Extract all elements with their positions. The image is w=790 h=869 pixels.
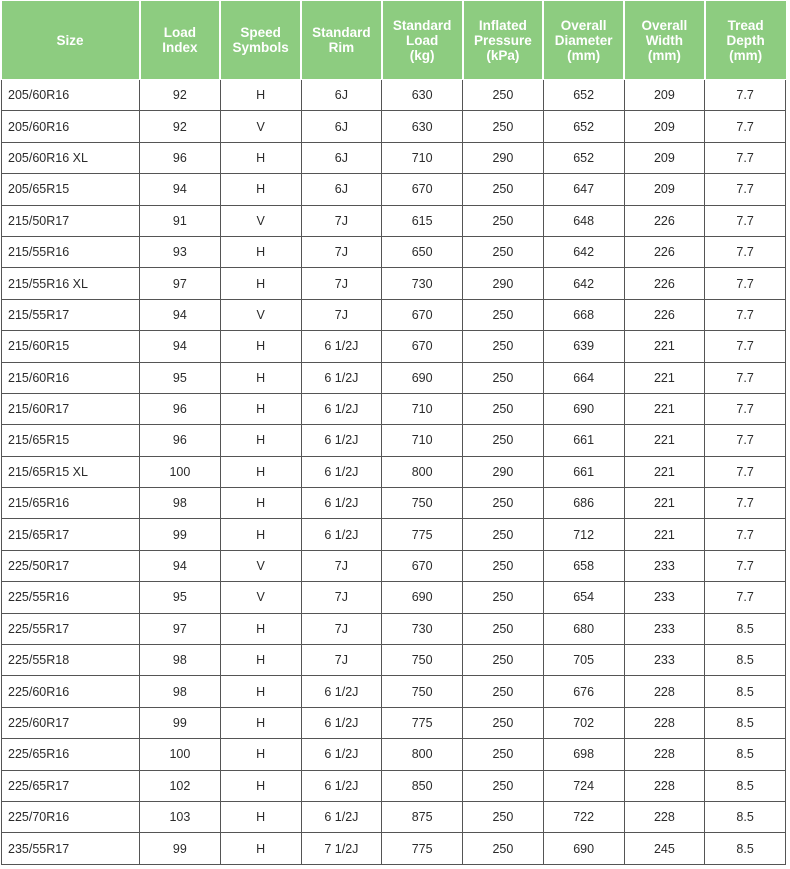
cell-overall-width: 226	[624, 205, 705, 236]
table-row	[2, 550, 786, 581]
cell-inflated-pressure: 250	[463, 299, 544, 330]
header-tread-depth: Tread Depth (mm)	[705, 1, 786, 80]
cell-size: 215/60R16	[2, 362, 140, 393]
cell-load-index: 100	[140, 739, 221, 770]
table-row	[2, 613, 786, 644]
table-row	[2, 833, 786, 864]
cell-overall-width: 221	[624, 362, 705, 393]
header-speed-symbols: Speed Symbols	[220, 1, 301, 80]
cell-inflated-pressure: 250	[463, 582, 544, 613]
cell-standard-rim: 7 1/2J	[301, 833, 382, 864]
cell-tread-depth: 8.5	[705, 613, 786, 644]
cell-standard-load: 710	[382, 142, 463, 173]
cell-standard-load: 850	[382, 770, 463, 801]
cell-overall-width: 209	[624, 174, 705, 205]
cell-speed-symbol: H	[220, 393, 301, 424]
cell-speed-symbol: H	[220, 174, 301, 205]
table-row	[2, 519, 786, 550]
cell-standard-rim: 6 1/2J	[301, 519, 382, 550]
cell-overall-diameter: 722	[543, 801, 624, 832]
cell-standard-load: 670	[382, 331, 463, 362]
cell-overall-diameter: 658	[543, 550, 624, 581]
cell-overall-width: 221	[624, 331, 705, 362]
cell-speed-symbol: H	[220, 80, 301, 111]
cell-tread-depth: 7.7	[705, 205, 786, 236]
cell-overall-diameter: 676	[543, 676, 624, 707]
cell-size: 225/55R18	[2, 645, 140, 676]
cell-speed-symbol: H	[220, 236, 301, 267]
cell-overall-width: 233	[624, 613, 705, 644]
cell-inflated-pressure: 290	[463, 268, 544, 299]
cell-overall-width: 221	[624, 393, 705, 424]
cell-load-index: 98	[140, 488, 221, 519]
cell-load-index: 96	[140, 142, 221, 173]
cell-speed-symbol: H	[220, 613, 301, 644]
cell-inflated-pressure: 250	[463, 613, 544, 644]
cell-overall-diameter: 661	[543, 425, 624, 456]
cell-size: 205/65R15	[2, 174, 140, 205]
cell-overall-width: 228	[624, 739, 705, 770]
cell-inflated-pressure: 250	[463, 707, 544, 738]
cell-speed-symbol: H	[220, 268, 301, 299]
cell-tread-depth: 7.7	[705, 362, 786, 393]
cell-standard-load: 670	[382, 174, 463, 205]
cell-load-index: 100	[140, 456, 221, 487]
cell-inflated-pressure: 250	[463, 645, 544, 676]
cell-inflated-pressure: 290	[463, 456, 544, 487]
cell-overall-diameter: 702	[543, 707, 624, 738]
cell-standard-load: 775	[382, 519, 463, 550]
cell-size: 215/55R17	[2, 299, 140, 330]
cell-overall-width: 228	[624, 770, 705, 801]
cell-standard-load: 750	[382, 645, 463, 676]
cell-tread-depth: 7.7	[705, 582, 786, 613]
cell-standard-rim: 6 1/2J	[301, 801, 382, 832]
cell-overall-diameter: 712	[543, 519, 624, 550]
table-row	[2, 236, 786, 267]
cell-speed-symbol: V	[220, 582, 301, 613]
cell-load-index: 91	[140, 205, 221, 236]
cell-load-index: 103	[140, 801, 221, 832]
cell-speed-symbol: H	[220, 331, 301, 362]
cell-speed-symbol: H	[220, 519, 301, 550]
cell-load-index: 95	[140, 362, 221, 393]
cell-overall-diameter: 639	[543, 331, 624, 362]
cell-inflated-pressure: 250	[463, 488, 544, 519]
cell-overall-width: 221	[624, 488, 705, 519]
table-row	[2, 676, 786, 707]
cell-size: 215/55R16	[2, 236, 140, 267]
cell-standard-rim: 6 1/2J	[301, 676, 382, 707]
cell-standard-load: 775	[382, 707, 463, 738]
header-standard-load: Standard Load (kg)	[382, 1, 463, 80]
cell-standard-rim: 6 1/2J	[301, 707, 382, 738]
cell-standard-load: 670	[382, 299, 463, 330]
table-header-row	[2, 1, 786, 80]
cell-inflated-pressure: 250	[463, 425, 544, 456]
cell-speed-symbol: H	[220, 425, 301, 456]
cell-tread-depth: 7.7	[705, 393, 786, 424]
table-row	[2, 174, 786, 205]
cell-speed-symbol: V	[220, 111, 301, 142]
cell-load-index: 99	[140, 707, 221, 738]
cell-overall-diameter: 654	[543, 582, 624, 613]
cell-speed-symbol: H	[220, 645, 301, 676]
cell-overall-width: 233	[624, 582, 705, 613]
cell-tread-depth: 8.5	[705, 833, 786, 864]
cell-tread-depth: 8.5	[705, 676, 786, 707]
cell-inflated-pressure: 250	[463, 739, 544, 770]
cell-size: 205/60R16	[2, 80, 140, 111]
cell-tread-depth: 7.7	[705, 236, 786, 267]
header-inflated-pressure: Inflated Pressure (kPa)	[463, 1, 544, 80]
cell-load-index: 93	[140, 236, 221, 267]
cell-overall-width: 226	[624, 299, 705, 330]
cell-tread-depth: 8.5	[705, 645, 786, 676]
cell-tread-depth: 7.7	[705, 299, 786, 330]
table-body	[2, 80, 786, 865]
cell-load-index: 94	[140, 299, 221, 330]
table-row	[2, 268, 786, 299]
cell-overall-width: 221	[624, 456, 705, 487]
cell-standard-load: 800	[382, 456, 463, 487]
cell-overall-width: 233	[624, 645, 705, 676]
cell-standard-rim: 7J	[301, 205, 382, 236]
table-row	[2, 801, 786, 832]
cell-size: 215/50R17	[2, 205, 140, 236]
cell-tread-depth: 8.5	[705, 739, 786, 770]
cell-inflated-pressure: 250	[463, 801, 544, 832]
cell-size: 215/65R16	[2, 488, 140, 519]
cell-standard-rim: 6 1/2J	[301, 425, 382, 456]
cell-standard-rim: 6 1/2J	[301, 362, 382, 393]
cell-size: 225/55R16	[2, 582, 140, 613]
cell-speed-symbol: H	[220, 739, 301, 770]
cell-load-index: 92	[140, 111, 221, 142]
cell-size: 225/55R17	[2, 613, 140, 644]
cell-size: 225/65R16	[2, 739, 140, 770]
cell-tread-depth: 7.7	[705, 174, 786, 205]
cell-load-index: 96	[140, 425, 221, 456]
cell-load-index: 102	[140, 770, 221, 801]
cell-tread-depth: 7.7	[705, 111, 786, 142]
header-standard-rim: Standard Rim	[301, 1, 382, 80]
cell-standard-load: 650	[382, 236, 463, 267]
cell-overall-diameter: 652	[543, 80, 624, 111]
cell-overall-diameter: 690	[543, 393, 624, 424]
cell-standard-load: 710	[382, 393, 463, 424]
cell-size: 215/60R15	[2, 331, 140, 362]
cell-tread-depth: 7.7	[705, 80, 786, 111]
cell-standard-rim: 6 1/2J	[301, 331, 382, 362]
cell-size: 225/60R16	[2, 676, 140, 707]
cell-standard-load: 690	[382, 582, 463, 613]
cell-speed-symbol: H	[220, 488, 301, 519]
cell-inflated-pressure: 250	[463, 519, 544, 550]
cell-overall-diameter: 680	[543, 613, 624, 644]
cell-tread-depth: 7.7	[705, 425, 786, 456]
cell-speed-symbol: V	[220, 550, 301, 581]
cell-standard-load: 875	[382, 801, 463, 832]
cell-tread-depth: 7.7	[705, 519, 786, 550]
cell-speed-symbol: H	[220, 707, 301, 738]
cell-inflated-pressure: 250	[463, 111, 544, 142]
table-row	[2, 425, 786, 456]
cell-load-index: 94	[140, 331, 221, 362]
cell-overall-width: 245	[624, 833, 705, 864]
cell-inflated-pressure: 250	[463, 550, 544, 581]
cell-inflated-pressure: 250	[463, 833, 544, 864]
cell-speed-symbol: H	[220, 142, 301, 173]
table-row	[2, 582, 786, 613]
cell-size: 215/65R17	[2, 519, 140, 550]
table-row	[2, 299, 786, 330]
cell-inflated-pressure: 250	[463, 770, 544, 801]
cell-size: 215/65R15	[2, 425, 140, 456]
cell-load-index: 98	[140, 676, 221, 707]
cell-standard-load: 630	[382, 111, 463, 142]
cell-standard-rim: 7J	[301, 236, 382, 267]
cell-overall-diameter: 686	[543, 488, 624, 519]
table-row	[2, 111, 786, 142]
cell-standard-rim: 6 1/2J	[301, 488, 382, 519]
cell-load-index: 95	[140, 582, 221, 613]
table-row	[2, 707, 786, 738]
table-row	[2, 142, 786, 173]
cell-standard-rim: 6J	[301, 142, 382, 173]
cell-speed-symbol: H	[220, 833, 301, 864]
table-row	[2, 393, 786, 424]
cell-size: 205/60R16 XL	[2, 142, 140, 173]
cell-size: 225/70R16	[2, 801, 140, 832]
cell-overall-diameter: 642	[543, 268, 624, 299]
cell-size: 225/50R17	[2, 550, 140, 581]
cell-overall-diameter: 705	[543, 645, 624, 676]
cell-standard-load: 775	[382, 833, 463, 864]
cell-standard-rim: 7J	[301, 645, 382, 676]
cell-standard-load: 750	[382, 488, 463, 519]
cell-standard-load: 690	[382, 362, 463, 393]
cell-inflated-pressure: 250	[463, 393, 544, 424]
header-overall-diameter: Overall Diameter (mm)	[543, 1, 624, 80]
cell-size: 215/60R17	[2, 393, 140, 424]
table-row	[2, 739, 786, 770]
cell-tread-depth: 7.7	[705, 488, 786, 519]
cell-standard-rim: 6 1/2J	[301, 393, 382, 424]
cell-inflated-pressure: 250	[463, 236, 544, 267]
cell-overall-diameter: 690	[543, 833, 624, 864]
cell-inflated-pressure: 250	[463, 676, 544, 707]
cell-size: 225/60R17	[2, 707, 140, 738]
table-row	[2, 362, 786, 393]
header-load-index: Load Index	[140, 1, 221, 80]
cell-load-index: 92	[140, 80, 221, 111]
cell-load-index: 98	[140, 645, 221, 676]
cell-speed-symbol: H	[220, 456, 301, 487]
cell-overall-width: 209	[624, 80, 705, 111]
cell-standard-load: 800	[382, 739, 463, 770]
cell-inflated-pressure: 250	[463, 362, 544, 393]
cell-overall-diameter: 664	[543, 362, 624, 393]
table-row	[2, 488, 786, 519]
cell-standard-rim: 7J	[301, 613, 382, 644]
cell-standard-load: 615	[382, 205, 463, 236]
cell-overall-diameter: 652	[543, 111, 624, 142]
cell-standard-load: 750	[382, 676, 463, 707]
cell-overall-diameter: 642	[543, 236, 624, 267]
table-row	[2, 80, 786, 111]
cell-speed-symbol: H	[220, 362, 301, 393]
cell-load-index: 97	[140, 613, 221, 644]
cell-standard-load: 730	[382, 613, 463, 644]
cell-overall-width: 233	[624, 550, 705, 581]
cell-standard-rim: 6J	[301, 80, 382, 111]
cell-overall-diameter: 668	[543, 299, 624, 330]
header-overall-width: Overall Width (mm)	[624, 1, 705, 80]
cell-speed-symbol: V	[220, 205, 301, 236]
cell-speed-symbol: H	[220, 770, 301, 801]
cell-overall-width: 221	[624, 425, 705, 456]
cell-overall-width: 209	[624, 142, 705, 173]
cell-inflated-pressure: 250	[463, 80, 544, 111]
cell-load-index: 94	[140, 174, 221, 205]
cell-standard-rim: 7J	[301, 582, 382, 613]
cell-tread-depth: 7.7	[705, 550, 786, 581]
cell-standard-rim: 6J	[301, 174, 382, 205]
cell-standard-load: 670	[382, 550, 463, 581]
cell-standard-rim: 7J	[301, 299, 382, 330]
table-row	[2, 331, 786, 362]
cell-size: 215/65R15 XL	[2, 456, 140, 487]
cell-inflated-pressure: 250	[463, 331, 544, 362]
cell-speed-symbol: V	[220, 299, 301, 330]
cell-standard-rim: 6 1/2J	[301, 456, 382, 487]
cell-inflated-pressure: 250	[463, 174, 544, 205]
cell-inflated-pressure: 250	[463, 205, 544, 236]
cell-overall-width: 226	[624, 268, 705, 299]
table-row	[2, 205, 786, 236]
cell-speed-symbol: H	[220, 801, 301, 832]
table-row	[2, 456, 786, 487]
cell-speed-symbol: H	[220, 676, 301, 707]
cell-overall-width: 228	[624, 801, 705, 832]
table-row	[2, 770, 786, 801]
cell-overall-width: 226	[624, 236, 705, 267]
cell-tread-depth: 7.7	[705, 456, 786, 487]
cell-standard-load: 630	[382, 80, 463, 111]
cell-load-index: 99	[140, 833, 221, 864]
cell-standard-load: 710	[382, 425, 463, 456]
cell-overall-width: 209	[624, 111, 705, 142]
cell-standard-rim: 6J	[301, 111, 382, 142]
cell-tread-depth: 8.5	[705, 770, 786, 801]
table-row	[2, 645, 786, 676]
cell-load-index: 99	[140, 519, 221, 550]
cell-overall-diameter: 724	[543, 770, 624, 801]
cell-standard-rim: 6 1/2J	[301, 739, 382, 770]
header-size: Size	[2, 1, 140, 80]
cell-tread-depth: 8.5	[705, 707, 786, 738]
cell-tread-depth: 7.7	[705, 331, 786, 362]
cell-standard-load: 730	[382, 268, 463, 299]
cell-standard-rim: 7J	[301, 550, 382, 581]
cell-standard-rim: 7J	[301, 268, 382, 299]
cell-overall-diameter: 652	[543, 142, 624, 173]
cell-standard-rim: 6 1/2J	[301, 770, 382, 801]
cell-inflated-pressure: 290	[463, 142, 544, 173]
cell-size: 215/55R16 XL	[2, 268, 140, 299]
cell-load-index: 96	[140, 393, 221, 424]
cell-overall-diameter: 698	[543, 739, 624, 770]
cell-tread-depth: 8.5	[705, 801, 786, 832]
cell-size: 235/55R17	[2, 833, 140, 864]
cell-overall-width: 228	[624, 707, 705, 738]
cell-overall-width: 228	[624, 676, 705, 707]
cell-overall-diameter: 648	[543, 205, 624, 236]
cell-size: 225/65R17	[2, 770, 140, 801]
tire-spec-table	[1, 1, 786, 865]
cell-size: 205/60R16	[2, 111, 140, 142]
cell-load-index: 97	[140, 268, 221, 299]
cell-load-index: 94	[140, 550, 221, 581]
cell-overall-diameter: 661	[543, 456, 624, 487]
cell-overall-width: 221	[624, 519, 705, 550]
cell-overall-diameter: 647	[543, 174, 624, 205]
cell-tread-depth: 7.7	[705, 142, 786, 173]
cell-tread-depth: 7.7	[705, 268, 786, 299]
